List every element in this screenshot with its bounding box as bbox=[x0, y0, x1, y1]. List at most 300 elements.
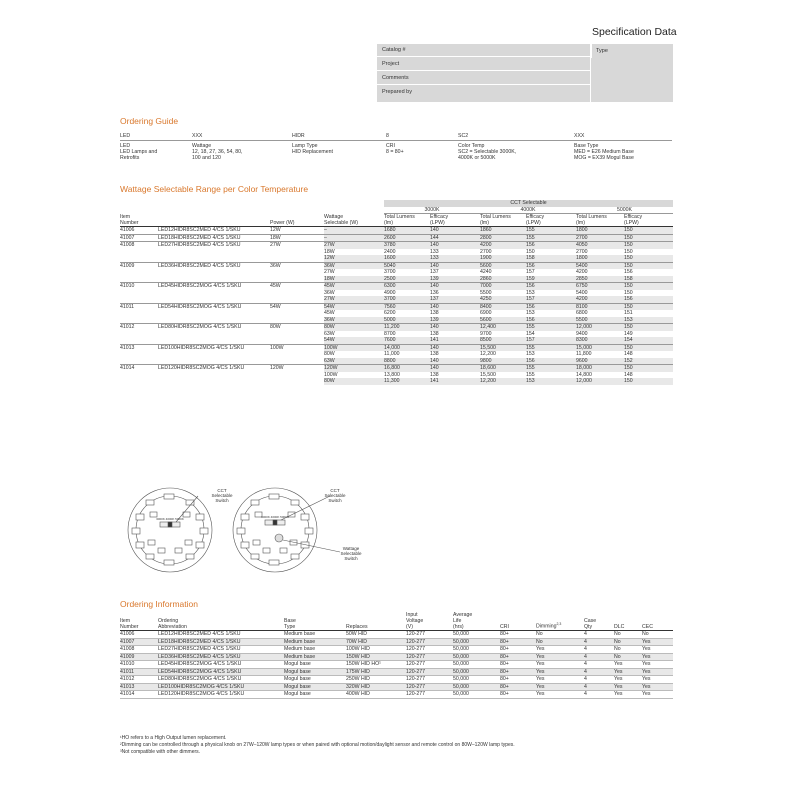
wattage-table-title: Wattage Selectable Range per Color Temperature bbox=[120, 184, 309, 194]
ordering-cell: 120-277 bbox=[406, 668, 453, 676]
switch-temps-right: 3000K 4000K 5000K bbox=[261, 515, 289, 519]
wattage-cell: 1860 bbox=[480, 227, 526, 235]
ordering-cell: LED100HIDR8SC2MOG 4/CS 1/SKU bbox=[158, 683, 284, 691]
wattage-cell: 150 bbox=[624, 283, 673, 290]
wattage-cell bbox=[120, 317, 158, 324]
oi-col: (hrs) bbox=[453, 624, 464, 630]
wattage-cell: 2500 bbox=[384, 276, 430, 283]
wattage-cell: 7600 bbox=[384, 337, 430, 344]
wattage-cell: 41009 bbox=[120, 262, 158, 269]
wattage-cell: 8100 bbox=[576, 303, 624, 310]
wattage-cell: 12,000 bbox=[576, 378, 624, 385]
wattage-row bbox=[120, 283, 673, 290]
wattage-cell: 14,000 bbox=[384, 344, 430, 351]
prepared-by-field[interactable]: Prepared by bbox=[382, 89, 412, 95]
ordering-cell: LED12HIDR8SC2MED 4/CS 1/SKU bbox=[158, 631, 284, 639]
wattage-cell: 2800 bbox=[480, 234, 526, 242]
ordering-cell: 41008 bbox=[120, 646, 158, 654]
wattage-cell: 7000 bbox=[480, 283, 526, 290]
ordering-cell: Yes bbox=[642, 691, 673, 699]
wattage-cell: 8300 bbox=[576, 337, 624, 344]
wattage-cell bbox=[270, 296, 324, 303]
wattage-cell bbox=[158, 378, 270, 385]
wattage-cell: 27W bbox=[324, 269, 335, 275]
wattage-cell: 155 bbox=[526, 234, 576, 242]
wattage-cell: 18W bbox=[324, 276, 384, 283]
wattage-cell: LED54HIDR8SC2MOG 4/CS 1/SKU bbox=[158, 303, 270, 310]
ordering-cell: 4 bbox=[584, 676, 614, 684]
og-text: LED Lamps and bbox=[120, 149, 158, 155]
ordering-cell: No bbox=[642, 631, 673, 639]
wattage-cell: 139 bbox=[430, 276, 480, 283]
wattage-cell: 153 bbox=[624, 317, 673, 324]
wattage-cell: 155 bbox=[526, 371, 535, 378]
wattage-cell: 5400 bbox=[576, 262, 624, 269]
ordering-cell: Mogul base bbox=[284, 668, 346, 676]
ordering-cell: 50,000 bbox=[453, 631, 500, 639]
og-text: SC2 = Selectable 3000K, bbox=[458, 149, 517, 155]
ordering-cell: 41011 bbox=[120, 668, 158, 676]
ordering-cell: 41012 bbox=[120, 676, 158, 684]
cct-switch-label: CCT Selectable Switch bbox=[211, 488, 233, 503]
wattage-cell: 153 bbox=[526, 310, 535, 316]
wattage-cell: 154 bbox=[526, 330, 535, 337]
wattage-cell: 12,000 bbox=[576, 324, 624, 331]
wattage-row bbox=[120, 262, 673, 269]
wattage-cell: 5500 bbox=[480, 289, 492, 296]
wattage-cell: 45W bbox=[270, 283, 324, 290]
oi-col: Life bbox=[453, 618, 462, 624]
wattage-cell: 1800 bbox=[576, 255, 624, 262]
ordering-cell: 120-277 bbox=[406, 653, 453, 661]
wattage-cell: 1680 bbox=[384, 227, 430, 235]
wattage-cell: 149 bbox=[624, 330, 633, 337]
ordering-guide-table bbox=[120, 133, 672, 161]
wattage-cell: 150 bbox=[624, 344, 673, 351]
wattage-cell: 150 bbox=[624, 365, 673, 372]
wattage-cell: 154 bbox=[624, 337, 673, 344]
og-text: LED bbox=[120, 143, 131, 149]
wattage-cell: 80W bbox=[324, 351, 335, 357]
ordering-cell: Medium base bbox=[284, 646, 346, 654]
ordering-guide-title: Ordering Guide bbox=[120, 116, 179, 126]
ordering-cell: 80+ bbox=[500, 676, 536, 684]
ordering-cell: 250W HID bbox=[346, 676, 406, 684]
wattage-row bbox=[120, 296, 673, 303]
footnote: ³Not compatible with other dimmers. bbox=[120, 749, 201, 755]
wattage-cell: LED100HIDR8SC2MOG 4/CS 1/SKU bbox=[158, 344, 270, 351]
spec-title: Specification Data bbox=[592, 26, 677, 38]
wattage-cell: 157 bbox=[526, 296, 576, 303]
wattage-cell bbox=[158, 317, 270, 324]
wattage-cell: 138 bbox=[430, 351, 439, 357]
ordering-cell: 80+ bbox=[500, 646, 536, 654]
wattage-cell: 4050 bbox=[576, 242, 624, 249]
wattage-cell: 3780 bbox=[384, 242, 430, 249]
wattage-cell: 63W bbox=[324, 358, 384, 365]
wattage-cell bbox=[270, 378, 324, 385]
ordering-cell: Medium base bbox=[284, 638, 346, 646]
wattage-row bbox=[120, 324, 673, 331]
wattage-cell bbox=[270, 337, 324, 344]
wattage-cell: 13,800 bbox=[384, 371, 400, 378]
col-item: Number bbox=[120, 220, 139, 226]
col-eff: Efficacy bbox=[526, 214, 545, 220]
wattage-cell: 12,200 bbox=[480, 351, 496, 357]
wattage-cell: 150 bbox=[624, 378, 673, 385]
wattage-cell: 4900 bbox=[384, 289, 396, 296]
ordering-cell: No bbox=[614, 631, 642, 639]
wattage-cell: 140 bbox=[430, 365, 480, 372]
project-field[interactable]: Project bbox=[377, 58, 590, 71]
wattage-cell: 11,800 bbox=[576, 351, 592, 357]
wattage-cell: 120W bbox=[270, 365, 324, 372]
wattage-cell: 54W bbox=[324, 303, 384, 310]
wattage-cell: 150 bbox=[624, 303, 673, 310]
footnote: ¹HO refers to a High Output lumen replacement. bbox=[120, 735, 227, 741]
wattage-cell: 156 bbox=[624, 296, 673, 303]
og-text: Wattage bbox=[192, 143, 212, 149]
ordering-cell: Yes bbox=[642, 668, 673, 676]
ordering-cell: Mogul base bbox=[284, 661, 346, 669]
wattage-cell: 140 bbox=[430, 262, 480, 269]
ordering-cell: 4 bbox=[584, 691, 614, 699]
wattage-cell: 6750 bbox=[576, 283, 624, 290]
wattage-cell bbox=[120, 378, 158, 385]
wattage-cell: 80W bbox=[324, 324, 384, 331]
wattage-cell: 14,800 bbox=[576, 371, 592, 378]
ordering-cell: 4 bbox=[584, 631, 614, 639]
ordering-row bbox=[120, 638, 673, 646]
ordering-cell: 150W HID bbox=[346, 653, 406, 661]
wattage-cell: 54W bbox=[270, 303, 324, 310]
wattage-cell: 4200 bbox=[480, 242, 526, 249]
wattage-cell: 136 bbox=[430, 289, 439, 296]
wattage-cell bbox=[270, 358, 324, 365]
ordering-cell: 150W HID HO¹ bbox=[346, 661, 406, 669]
wattage-cell bbox=[270, 317, 324, 324]
ordering-cell: Mogul base bbox=[284, 676, 346, 684]
ordering-cell: 80+ bbox=[500, 638, 536, 646]
wattage-cell: 9600 bbox=[576, 358, 624, 365]
type-field[interactable]: Type bbox=[591, 44, 673, 58]
wattage-cell: 152 bbox=[624, 358, 673, 365]
wattage-cell: 100W bbox=[270, 344, 324, 351]
comments-field[interactable]: Comments bbox=[377, 72, 590, 85]
wattage-cell: 5500 bbox=[576, 317, 624, 324]
ordering-cell: Yes bbox=[614, 676, 642, 684]
wattage-row bbox=[120, 365, 673, 372]
wattage-cell: 140 bbox=[430, 227, 480, 235]
wattage-cell: 140 bbox=[430, 324, 480, 331]
ordering-cell: Yes bbox=[614, 691, 642, 699]
wattage-cell: – bbox=[324, 227, 384, 235]
wattage-cell: 41008 bbox=[120, 242, 158, 249]
oi-col: Abbreviation bbox=[158, 624, 187, 630]
wattage-cell bbox=[270, 276, 324, 283]
oi-col: (V) bbox=[406, 624, 413, 630]
wattage-cell: 153 bbox=[526, 289, 535, 296]
wattage-row bbox=[120, 344, 673, 351]
ordering-cell: 4 bbox=[584, 653, 614, 661]
wattage-cell: 41007 bbox=[120, 234, 158, 242]
ordering-cell: LED80HIDR8SC2MOG 4/CS 1/SKU bbox=[158, 676, 284, 684]
wattage-cell: 6800 bbox=[576, 310, 588, 316]
col-power: Power (W) bbox=[270, 214, 324, 227]
wattage-cell: 141 bbox=[430, 378, 480, 385]
wattage-cell: 18,600 bbox=[480, 365, 526, 372]
og-text: Base Type bbox=[574, 143, 599, 149]
wattage-cell: LED18HIDR8SC2MED 4/CS 1/SKU bbox=[158, 234, 270, 242]
wattage-cell: 11,300 bbox=[384, 378, 430, 385]
ordering-cell: 50,000 bbox=[453, 661, 500, 669]
wattage-cell: 137 bbox=[430, 296, 480, 303]
ordering-cell: Yes bbox=[536, 653, 584, 661]
ordering-cell: Medium base bbox=[284, 653, 346, 661]
col-lumens: (lm) bbox=[576, 220, 585, 226]
wattage-cell: 6900 bbox=[480, 310, 492, 316]
wattage-cell: 150 bbox=[624, 324, 673, 331]
og-text: MED = E26 Medium Base bbox=[574, 149, 634, 155]
wattage-row bbox=[120, 358, 673, 365]
wattage-cell: 140 bbox=[430, 283, 480, 290]
ordering-cell: 80+ bbox=[500, 668, 536, 676]
ordering-cell: 100W HID bbox=[346, 646, 406, 654]
oi-col: Base bbox=[284, 618, 296, 624]
wattage-cell: 156 bbox=[624, 269, 633, 275]
ordering-row bbox=[120, 676, 673, 684]
wattage-cell: 11,200 bbox=[384, 324, 430, 331]
og-text: 4000K or 5000K bbox=[458, 155, 496, 161]
temp-4000k: 4000K bbox=[480, 207, 576, 214]
wattage-cell: 156 bbox=[526, 262, 576, 269]
wattage-cell: 36W bbox=[270, 262, 324, 269]
wattage-cell: 4240 bbox=[480, 269, 492, 275]
ordering-cell: 80+ bbox=[500, 661, 536, 669]
wattage-cell: 159 bbox=[526, 276, 576, 283]
wattage-cell: 150 bbox=[624, 242, 673, 249]
wattage-cell: 153 bbox=[526, 351, 535, 357]
og-text: 8 = 80+ bbox=[386, 149, 404, 155]
temp-3000k: 3000K bbox=[384, 207, 480, 214]
wattage-cell: 41010 bbox=[120, 283, 158, 290]
wattage-cell: 139 bbox=[430, 317, 480, 324]
wattage-cell bbox=[158, 296, 270, 303]
wattage-cell: 4200 bbox=[576, 296, 624, 303]
wattage-cell: 41014 bbox=[120, 365, 158, 372]
wattage-cell: 5600 bbox=[480, 262, 526, 269]
wattage-cell: 8500 bbox=[480, 337, 526, 344]
ordering-cell: Yes bbox=[642, 683, 673, 691]
ordering-cell: 120-277 bbox=[406, 691, 453, 699]
wattage-cell bbox=[270, 255, 324, 262]
ordering-cell: Yes bbox=[536, 646, 584, 654]
ordering-cell: Medium base bbox=[284, 631, 346, 639]
ordering-cell: 41007 bbox=[120, 638, 158, 646]
ordering-cell: LED45HIDR8SC2MOG 4/CS 1/SKU bbox=[158, 661, 284, 669]
wattage-cell: 2400 bbox=[384, 248, 396, 255]
wattage-cell: 1600 bbox=[384, 255, 430, 262]
wattage-cell: LED45HIDR8SC2MOG 4/CS 1/SKU bbox=[158, 283, 270, 290]
ordering-cell: Yes bbox=[536, 661, 584, 669]
wattage-cell: 133 bbox=[430, 248, 439, 255]
wattage-cell: 8400 bbox=[480, 303, 526, 310]
wattage-cell: LED12HIDR8SC2MED 4/CS 1/SKU bbox=[158, 227, 241, 233]
wattage-switch-label: Wattage Selectable Switch bbox=[340, 546, 362, 561]
wattage-cell bbox=[120, 255, 158, 262]
oi-col: DLC bbox=[614, 612, 642, 631]
wattage-cell: 120W bbox=[324, 365, 384, 372]
wattage-cell: LED36HIDR8SC2MED 4/CS 1/SKU bbox=[158, 262, 270, 269]
wattage-cell: 18W bbox=[324, 248, 335, 255]
ordering-cell: 400W HID bbox=[346, 691, 406, 699]
wattage-cell: 36W bbox=[324, 289, 335, 296]
wattage-cell: 150 bbox=[624, 255, 673, 262]
ordering-cell: Yes bbox=[642, 646, 673, 654]
wattage-cell: 2860 bbox=[480, 276, 526, 283]
ordering-cell: 4 bbox=[584, 683, 614, 691]
wattage-cell: 36W bbox=[324, 317, 384, 324]
ordering-cell: 120-277 bbox=[406, 631, 453, 639]
og-text: 12, 18, 27, 36, 54, 80, bbox=[192, 149, 243, 155]
wattage-cell: 140 bbox=[430, 303, 480, 310]
oi-col: Number bbox=[120, 624, 139, 630]
wattage-cell: 156 bbox=[526, 358, 576, 365]
wattage-cell: 141 bbox=[430, 337, 480, 344]
wattage-cell: 2700 bbox=[480, 248, 492, 255]
col-wsel: Wattage bbox=[324, 214, 344, 220]
ordering-cell: 80+ bbox=[500, 683, 536, 691]
ordering-cell: Mogul base bbox=[284, 691, 346, 699]
og-text: HID Replacement bbox=[292, 149, 333, 155]
oi-col: Voltage bbox=[406, 618, 424, 624]
oi-col: Replaces bbox=[346, 612, 406, 631]
og-text: CRI bbox=[386, 143, 395, 149]
wattage-cell bbox=[158, 358, 270, 365]
wattage-cell: 3700 bbox=[384, 296, 430, 303]
og-header: HIDR bbox=[292, 133, 386, 141]
wattage-cell: 6200 bbox=[384, 310, 396, 316]
wattage-cell: 5600 bbox=[480, 317, 526, 324]
ordering-cell: 50,000 bbox=[453, 668, 500, 676]
ordering-cell: 70W HID bbox=[346, 638, 406, 646]
wattage-row bbox=[120, 242, 673, 249]
oi-col: Type bbox=[284, 624, 296, 630]
ordering-row bbox=[120, 668, 673, 676]
wattage-row bbox=[120, 276, 673, 283]
wattage-table bbox=[120, 200, 673, 385]
oi-col: CRI bbox=[500, 612, 536, 631]
ordering-cell: 41010 bbox=[120, 661, 158, 669]
wattage-cell: 2600 bbox=[384, 234, 430, 242]
wattage-row bbox=[120, 337, 673, 344]
footnotes bbox=[120, 735, 515, 756]
ordering-row bbox=[120, 691, 673, 699]
ordering-cell: 120-277 bbox=[406, 661, 453, 669]
wattage-cell: 15,500 bbox=[480, 371, 496, 378]
col-lumens: Total Lumens bbox=[384, 214, 415, 220]
ordering-cell: 41013 bbox=[120, 683, 158, 691]
og-text: Color Temp bbox=[458, 143, 485, 149]
wattage-cell bbox=[158, 255, 270, 262]
wattage-cell: 2850 bbox=[576, 276, 624, 283]
ordering-cell: 41006 bbox=[120, 631, 158, 639]
wattage-cell: 2700 bbox=[576, 234, 624, 242]
ordering-cell: No bbox=[536, 631, 584, 639]
wattage-cell: 4200 bbox=[576, 269, 588, 275]
ordering-cell: 50,000 bbox=[453, 638, 500, 646]
wattage-cell: 18W bbox=[270, 234, 324, 242]
wattage-cell: 148 bbox=[624, 371, 633, 378]
switch-temps-left: 3000K 4000K 5000K bbox=[156, 517, 184, 521]
ordering-cell: No bbox=[614, 646, 642, 654]
ordering-cell: LED120HIDR8SC2MOG 4/CS 1/SKU bbox=[158, 691, 284, 699]
wattage-cell: 150 bbox=[624, 227, 673, 235]
catalog-field[interactable]: Catalog # bbox=[377, 44, 590, 57]
col-wsel: Selectable (W) bbox=[324, 220, 359, 226]
ordering-cell: 120-277 bbox=[406, 638, 453, 646]
col-eff: Efficacy bbox=[430, 214, 449, 220]
col-lumens: (lm) bbox=[384, 220, 393, 226]
ordering-cell: 50,000 bbox=[453, 676, 500, 684]
ordering-cell: 4 bbox=[584, 661, 614, 669]
wattage-cell bbox=[120, 358, 158, 365]
ordering-cell: Yes bbox=[536, 683, 584, 691]
wattage-cell: 11,000 bbox=[384, 351, 400, 357]
ordering-info-body bbox=[120, 631, 673, 699]
og-text: Retrofits bbox=[120, 155, 140, 161]
wattage-cell: 54W bbox=[324, 337, 384, 344]
wattage-cell: 156 bbox=[526, 317, 576, 324]
wattage-cell: 100W bbox=[324, 371, 338, 378]
wattage-row bbox=[120, 303, 673, 310]
cct-selectable-header: CCT Selectable bbox=[384, 200, 673, 207]
wattage-cell: 9700 bbox=[480, 330, 492, 337]
ordering-cell: 120-277 bbox=[406, 646, 453, 654]
wattage-row bbox=[120, 317, 673, 324]
wattage-cell: 41012 bbox=[120, 324, 158, 331]
wattage-cell: 6300 bbox=[384, 283, 430, 290]
wattage-cell: 16,800 bbox=[384, 365, 430, 372]
oi-col: Input bbox=[406, 612, 418, 618]
wattage-cell: 9400 bbox=[576, 330, 588, 337]
wattage-row bbox=[120, 255, 673, 262]
ordering-cell: Yes bbox=[614, 661, 642, 669]
wattage-table-body bbox=[120, 227, 673, 385]
ordering-cell: No bbox=[536, 638, 584, 646]
ordering-cell: Yes bbox=[536, 676, 584, 684]
wattage-cell: 144 bbox=[430, 234, 480, 242]
ordering-cell: 80+ bbox=[500, 631, 536, 639]
lamp-switch-diagram bbox=[120, 484, 370, 574]
wattage-cell: 27W bbox=[324, 242, 384, 249]
wattage-cell: 36W bbox=[324, 262, 384, 269]
ordering-cell: Yes bbox=[642, 653, 673, 661]
wattage-cell: 157 bbox=[526, 337, 576, 344]
wattage-cell bbox=[120, 276, 158, 283]
wattage-cell: 5400 bbox=[576, 289, 588, 296]
wattage-cell: 140 bbox=[430, 242, 480, 249]
wattage-cell: 157 bbox=[526, 269, 535, 275]
ordering-cell: Yes bbox=[642, 676, 673, 684]
ordering-cell: No bbox=[614, 653, 642, 661]
wattage-cell: 153 bbox=[526, 378, 576, 385]
wattage-cell: LED80HIDR8SC2MOG 4/CS 1/SKU bbox=[158, 324, 270, 331]
ordering-cell: 41014 bbox=[120, 691, 158, 699]
spec-form bbox=[377, 44, 673, 102]
ordering-cell: 80+ bbox=[500, 653, 536, 661]
col-eff: (LPW) bbox=[526, 220, 541, 226]
